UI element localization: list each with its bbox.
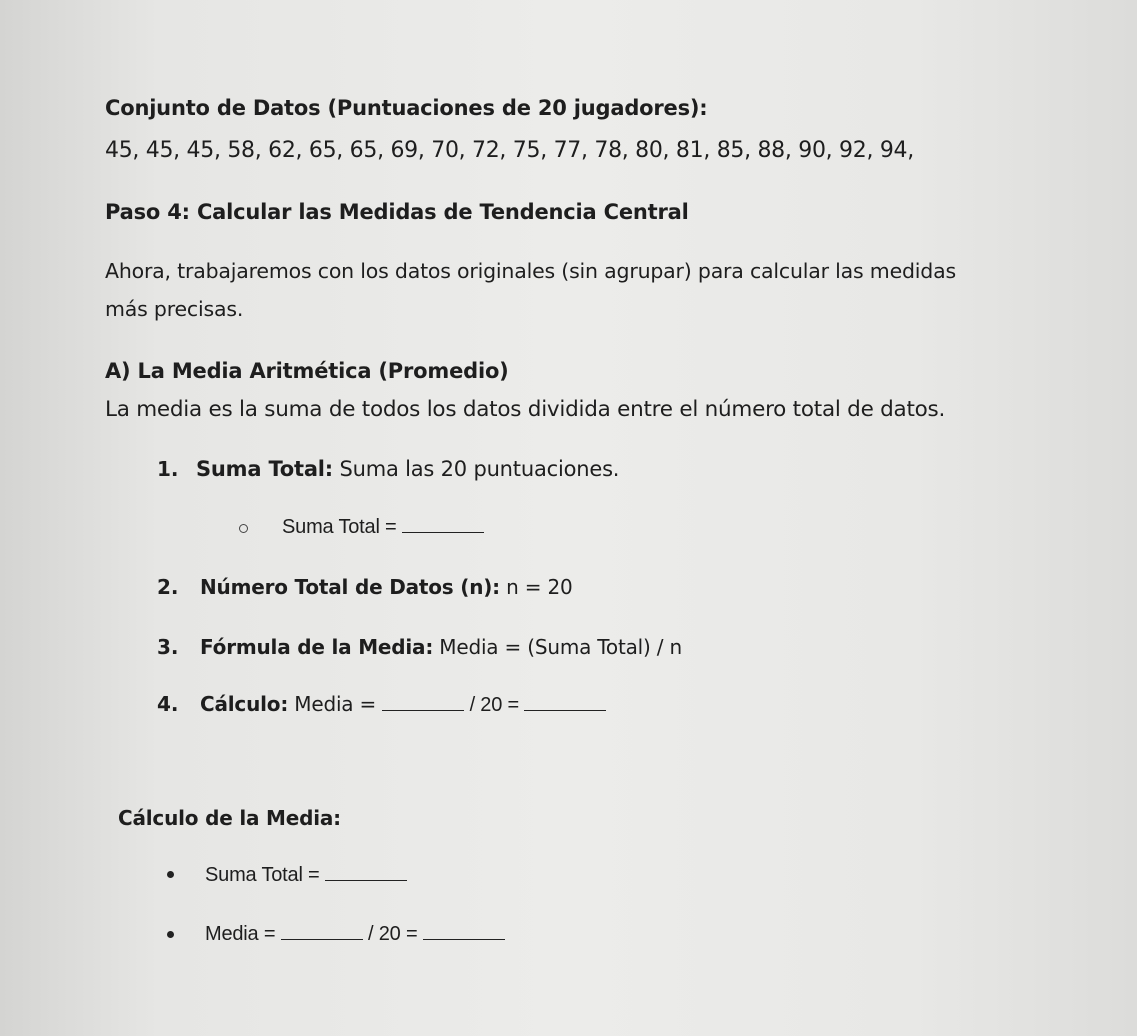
step-4-blank-2[interactable]: [524, 692, 606, 711]
dataset-values: 45, 45, 45, 58, 62, 65, 65, 69, 70, 72, 75, 77, 78, 80, 81, 85, 88, 90, 92, 94,: [105, 138, 914, 163]
step-3-text: Media = (Suma Total) / n: [433, 635, 682, 659]
step-2-text: n = 20: [499, 575, 573, 599]
step-4-blank-1[interactable]: [382, 692, 464, 711]
calc-item-suma-total: [205, 861, 407, 889]
bullet-icon: [167, 871, 174, 878]
step-2-label: Número Total de Datos (n):: [200, 575, 500, 599]
step-3: [200, 633, 682, 661]
step-2: [200, 573, 573, 601]
calc-item1-text: Suma Total =: [205, 864, 325, 886]
step-1-number: 1.: [157, 457, 179, 481]
step-4-text-before: Media =: [288, 692, 383, 716]
step-4-number: 4.: [157, 692, 179, 716]
calc-item-media: [205, 920, 505, 948]
calc-item1-blank[interactable]: [325, 862, 407, 881]
step-4: [200, 690, 606, 719]
step-3-label: Fórmula de la Media:: [200, 635, 434, 659]
step-3-number: 3.: [157, 635, 179, 659]
bullet-icon: [167, 931, 174, 938]
calc-section-heading: Cálculo de la Media:: [118, 806, 341, 830]
step-4-text-mid: / 20 =: [464, 694, 525, 716]
step4-heading: Paso 4: Calcular las Medidas de Tendencia Central: [105, 200, 689, 224]
step-1-text: Suma las 20 puntuaciones.: [333, 457, 620, 481]
step-1-label: Suma Total:: [196, 457, 334, 481]
calc-item2-text-mid: / 20 =: [362, 923, 423, 945]
step-1: [196, 455, 619, 483]
step4-intro-line1: Ahora, trabajaremos con los datos originales (sin agrupar) para calcular las medidas: [105, 259, 956, 283]
open-bullet-icon: [239, 524, 248, 533]
dataset-title: Conjunto de Datos (Puntuaciones de 20 jugadores):: [105, 96, 708, 120]
sub-item-text: Suma Total =: [282, 516, 402, 538]
section-a-description: La media es la suma de todos los datos dividida entre el número total de datos.: [105, 397, 946, 422]
step-4-label: Cálculo:: [200, 692, 289, 716]
calc-item2-text-before: Media =: [205, 923, 281, 945]
calc-item2-blank-2[interactable]: [423, 921, 505, 940]
sub-item-blank[interactable]: [402, 514, 484, 533]
sub-item-suma-total: [282, 513, 484, 541]
step-2-number: 2.: [157, 575, 179, 599]
calc-item2-blank-1[interactable]: [281, 921, 363, 940]
section-a-heading: A) La Media Aritmética (Promedio): [105, 359, 509, 383]
step4-intro-line2: más precisas.: [105, 297, 244, 321]
